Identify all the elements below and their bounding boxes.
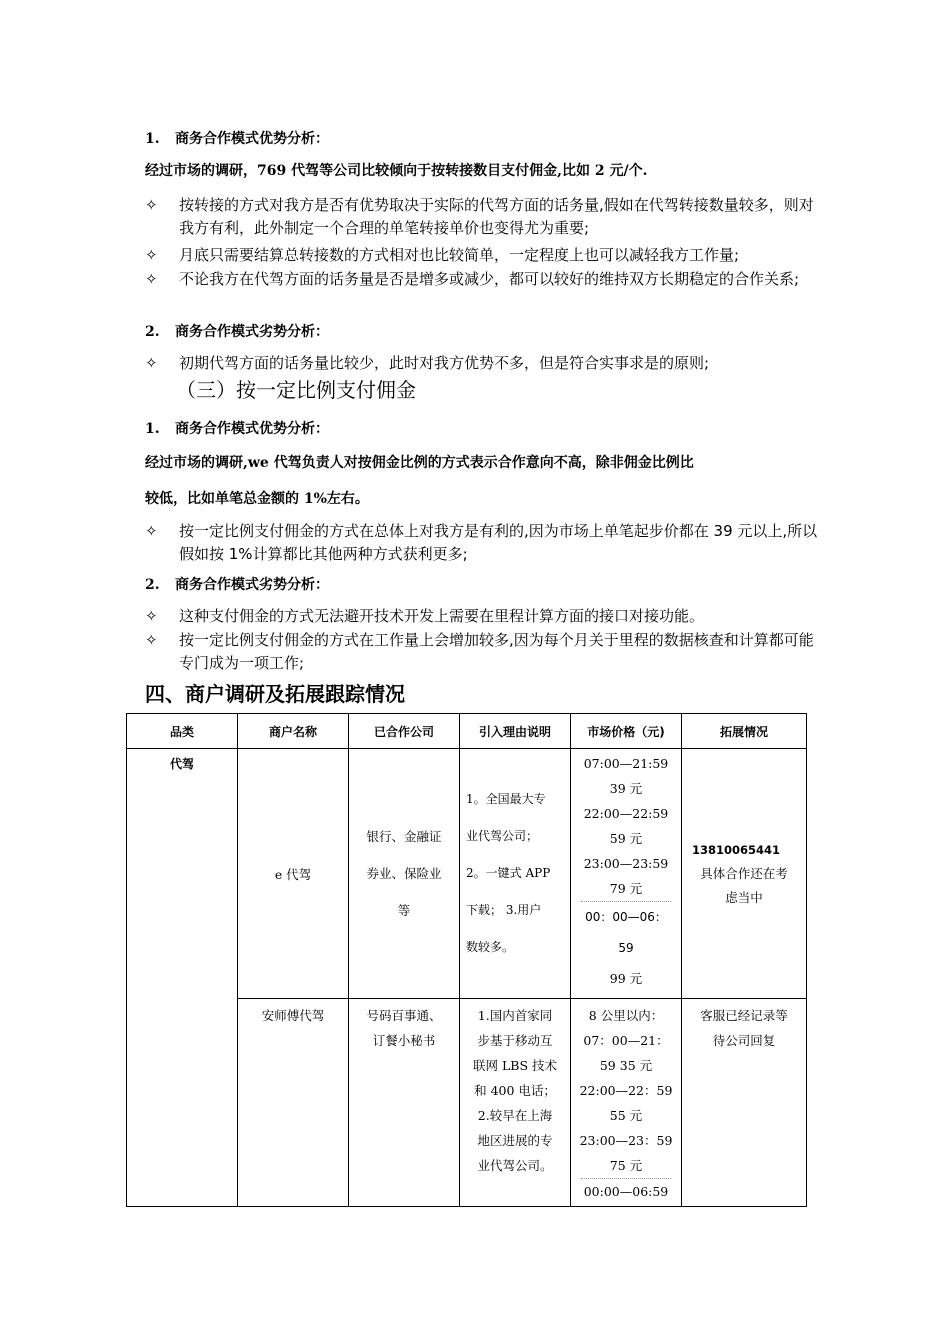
reason-line: 1。全国最大专: [466, 792, 546, 806]
header-reason: 引入理由说明: [460, 714, 571, 749]
reason-line: 1.国内首家同: [477, 1008, 553, 1023]
header-merchant-name: 商户名称: [238, 714, 349, 749]
price-line: 79 元: [609, 881, 643, 896]
heading-text: 商务合作模式优势分析：: [175, 421, 329, 437]
price-line: 39 元: [609, 781, 643, 796]
status-line: 客服已经记录等: [700, 1008, 788, 1023]
table-header-row: [127, 714, 807, 749]
bullet-item: [145, 352, 825, 375]
bullet-text: 初期代驾方面的话务量比较少，此时对我方优势不多，但是符合实事求是的原则;: [179, 354, 710, 372]
header-partner-companies: 已合作公司: [349, 714, 460, 749]
status-line: 待公司回复: [712, 1033, 776, 1048]
heading-number: 1.: [145, 131, 160, 147]
price-line: 00：00—06：: [585, 910, 667, 924]
category-text: 代驾: [169, 757, 194, 771]
status-line: 虑当中: [725, 889, 763, 905]
bullet-item: [145, 629, 825, 675]
price-line: 07:00—21:59: [583, 756, 669, 771]
diamond-bullet-icon: ✧: [145, 631, 158, 649]
section-heading-disadvantage: [145, 574, 329, 594]
reason-line: 下载； 3.用户: [466, 903, 542, 917]
price-line: 59 元: [609, 831, 643, 846]
paragraph-line: 较低，比如单笔总金额的 1%左右。: [145, 491, 369, 507]
reason-line: 步基于移动互: [477, 1033, 553, 1048]
reason-cell: [460, 999, 571, 1207]
bullet-text: 按一定比例支付佣金的方式在总体上对我方是有利的,因为市场上单笔起步价都在 39 元以上,所以假如按 1%计算都比其他两种方式获利更多;: [179, 522, 818, 563]
header-category: 品类: [127, 714, 238, 749]
merchant-name-cell: [238, 749, 349, 999]
partners-line: 等: [397, 903, 411, 918]
bullet-text: 这种支付佣金的方式无法避开技术开发上需要在里程计算方面的接口对接功能。: [179, 607, 705, 625]
price-line: 00:00—06:59: [583, 1184, 669, 1199]
partners-line: 号码百事通、: [366, 1008, 442, 1023]
merchant-name-cell: [238, 999, 349, 1207]
heading-number: 2.: [145, 577, 160, 593]
partners-line: 订餐小秘书: [372, 1033, 436, 1048]
bullet-item: [145, 268, 825, 314]
price-cell: [571, 749, 682, 999]
reason-cell: [460, 749, 571, 999]
diamond-bullet-icon: ✧: [145, 246, 158, 264]
price-line: 8 公里以内：: [588, 1008, 664, 1023]
section-title-merchant-research: 四、商户调研及拓展跟踪情况: [145, 682, 405, 706]
bullet-item: [145, 605, 825, 628]
reason-line: 数较多。: [466, 940, 515, 954]
price-line: 99 元: [609, 971, 643, 986]
header-market-price: 市场价格（元): [571, 714, 682, 749]
diamond-bullet-icon: ✧: [145, 607, 158, 625]
contact-phone: 13810065441: [692, 842, 781, 857]
price-line: 23:00—23:59: [583, 856, 669, 871]
merchant-name: 安师傅代驾: [261, 1008, 325, 1023]
price-line: 59 35 元: [599, 1058, 653, 1073]
partners-cell: [349, 999, 460, 1207]
price-line: 22:00—22：59: [579, 1083, 673, 1098]
paragraph-line: 经过市场的调研,we 代驾负责人对按佣金比例的方式表示合作意向不高，除非佣金比例比: [145, 455, 694, 471]
heading-text: 商务合作模式劣势分析：: [175, 324, 329, 340]
price-line: 22:00—22:59: [583, 806, 669, 821]
diamond-bullet-icon: ✧: [145, 270, 158, 288]
bullet-text: 按转接的方式对我方是否有优势取决于实际的代驾方面的话务量,假如在代驾转接数量较多，则对我方有利，此外制定一个合理的单笔转接单价也变得尤为重要;: [179, 196, 814, 237]
price-line: 23:00—23：59: [579, 1133, 673, 1148]
heading-number: 1.: [145, 421, 160, 437]
table-row: [127, 749, 807, 999]
diamond-bullet-icon: ✧: [145, 354, 158, 372]
header-expansion-status: 拓展情况: [682, 714, 807, 749]
section-heading-advantage: [145, 128, 329, 148]
price-line: 07：00—21：: [583, 1033, 669, 1048]
partners-line: 银行、金融证: [366, 829, 442, 844]
paragraph-research: 经过市场的调研，769 代驾等公司比较倾向于按转接数目支付佣金,比如 2 元/个.: [145, 163, 648, 179]
price-line: 55 元: [609, 1108, 643, 1123]
status-cell: [682, 749, 807, 999]
category-cell: [127, 749, 238, 1207]
price-line: 75 元: [609, 1158, 643, 1173]
price-line: 59: [618, 941, 634, 955]
bullet-item: [145, 244, 825, 267]
heading-text: 商务合作模式劣势分析：: [175, 577, 329, 593]
merchant-name: e 代驾: [274, 866, 312, 882]
bullet-item: [145, 194, 825, 240]
status-cell: [682, 999, 807, 1207]
diamond-bullet-icon: ✧: [145, 522, 158, 540]
reason-line: 业代驾公司；: [466, 829, 539, 843]
price-cell: [571, 999, 682, 1207]
partners-line: 券业、保险业: [366, 866, 442, 881]
reason-line: 和 400 电话；: [474, 1083, 556, 1098]
section-title-percentage: （三）按一定比例支付佣金: [176, 378, 416, 402]
diamond-bullet-icon: ✧: [145, 196, 158, 214]
section-heading-advantage: [145, 418, 329, 438]
reason-line: 业代驾公司。: [477, 1158, 553, 1173]
bullet-text: 不论我方在代驾方面的话务量是否是增多或减少，都可以较好的维持双方长期稳定的合作关系;: [179, 270, 800, 288]
section-heading-disadvantage: [145, 321, 329, 341]
bullet-item: [145, 520, 825, 566]
reason-line: 2。一键式 APP: [466, 866, 551, 880]
bullet-text: 按一定比例支付佣金的方式在工作量上会增加较多,因为每个月关于里程的数据核查和计算都可能专门成为一项工作;: [179, 631, 814, 672]
reason-line: 2.较早在上海: [477, 1108, 553, 1123]
bullet-text: 月底只需要结算总转接数的方式相对也比较简单，一定程度上也可以减轻我方工作量;: [179, 246, 740, 264]
status-line: 具体合作还在考: [700, 865, 788, 881]
heading-text: 商务合作模式优势分析：: [175, 131, 329, 147]
heading-number: 2.: [145, 324, 160, 340]
merchant-table: [126, 713, 807, 1207]
reason-line: 联网 LBS 技术: [473, 1058, 557, 1073]
partners-cell: [349, 749, 460, 999]
reason-line: 地区进展的专: [477, 1133, 553, 1148]
